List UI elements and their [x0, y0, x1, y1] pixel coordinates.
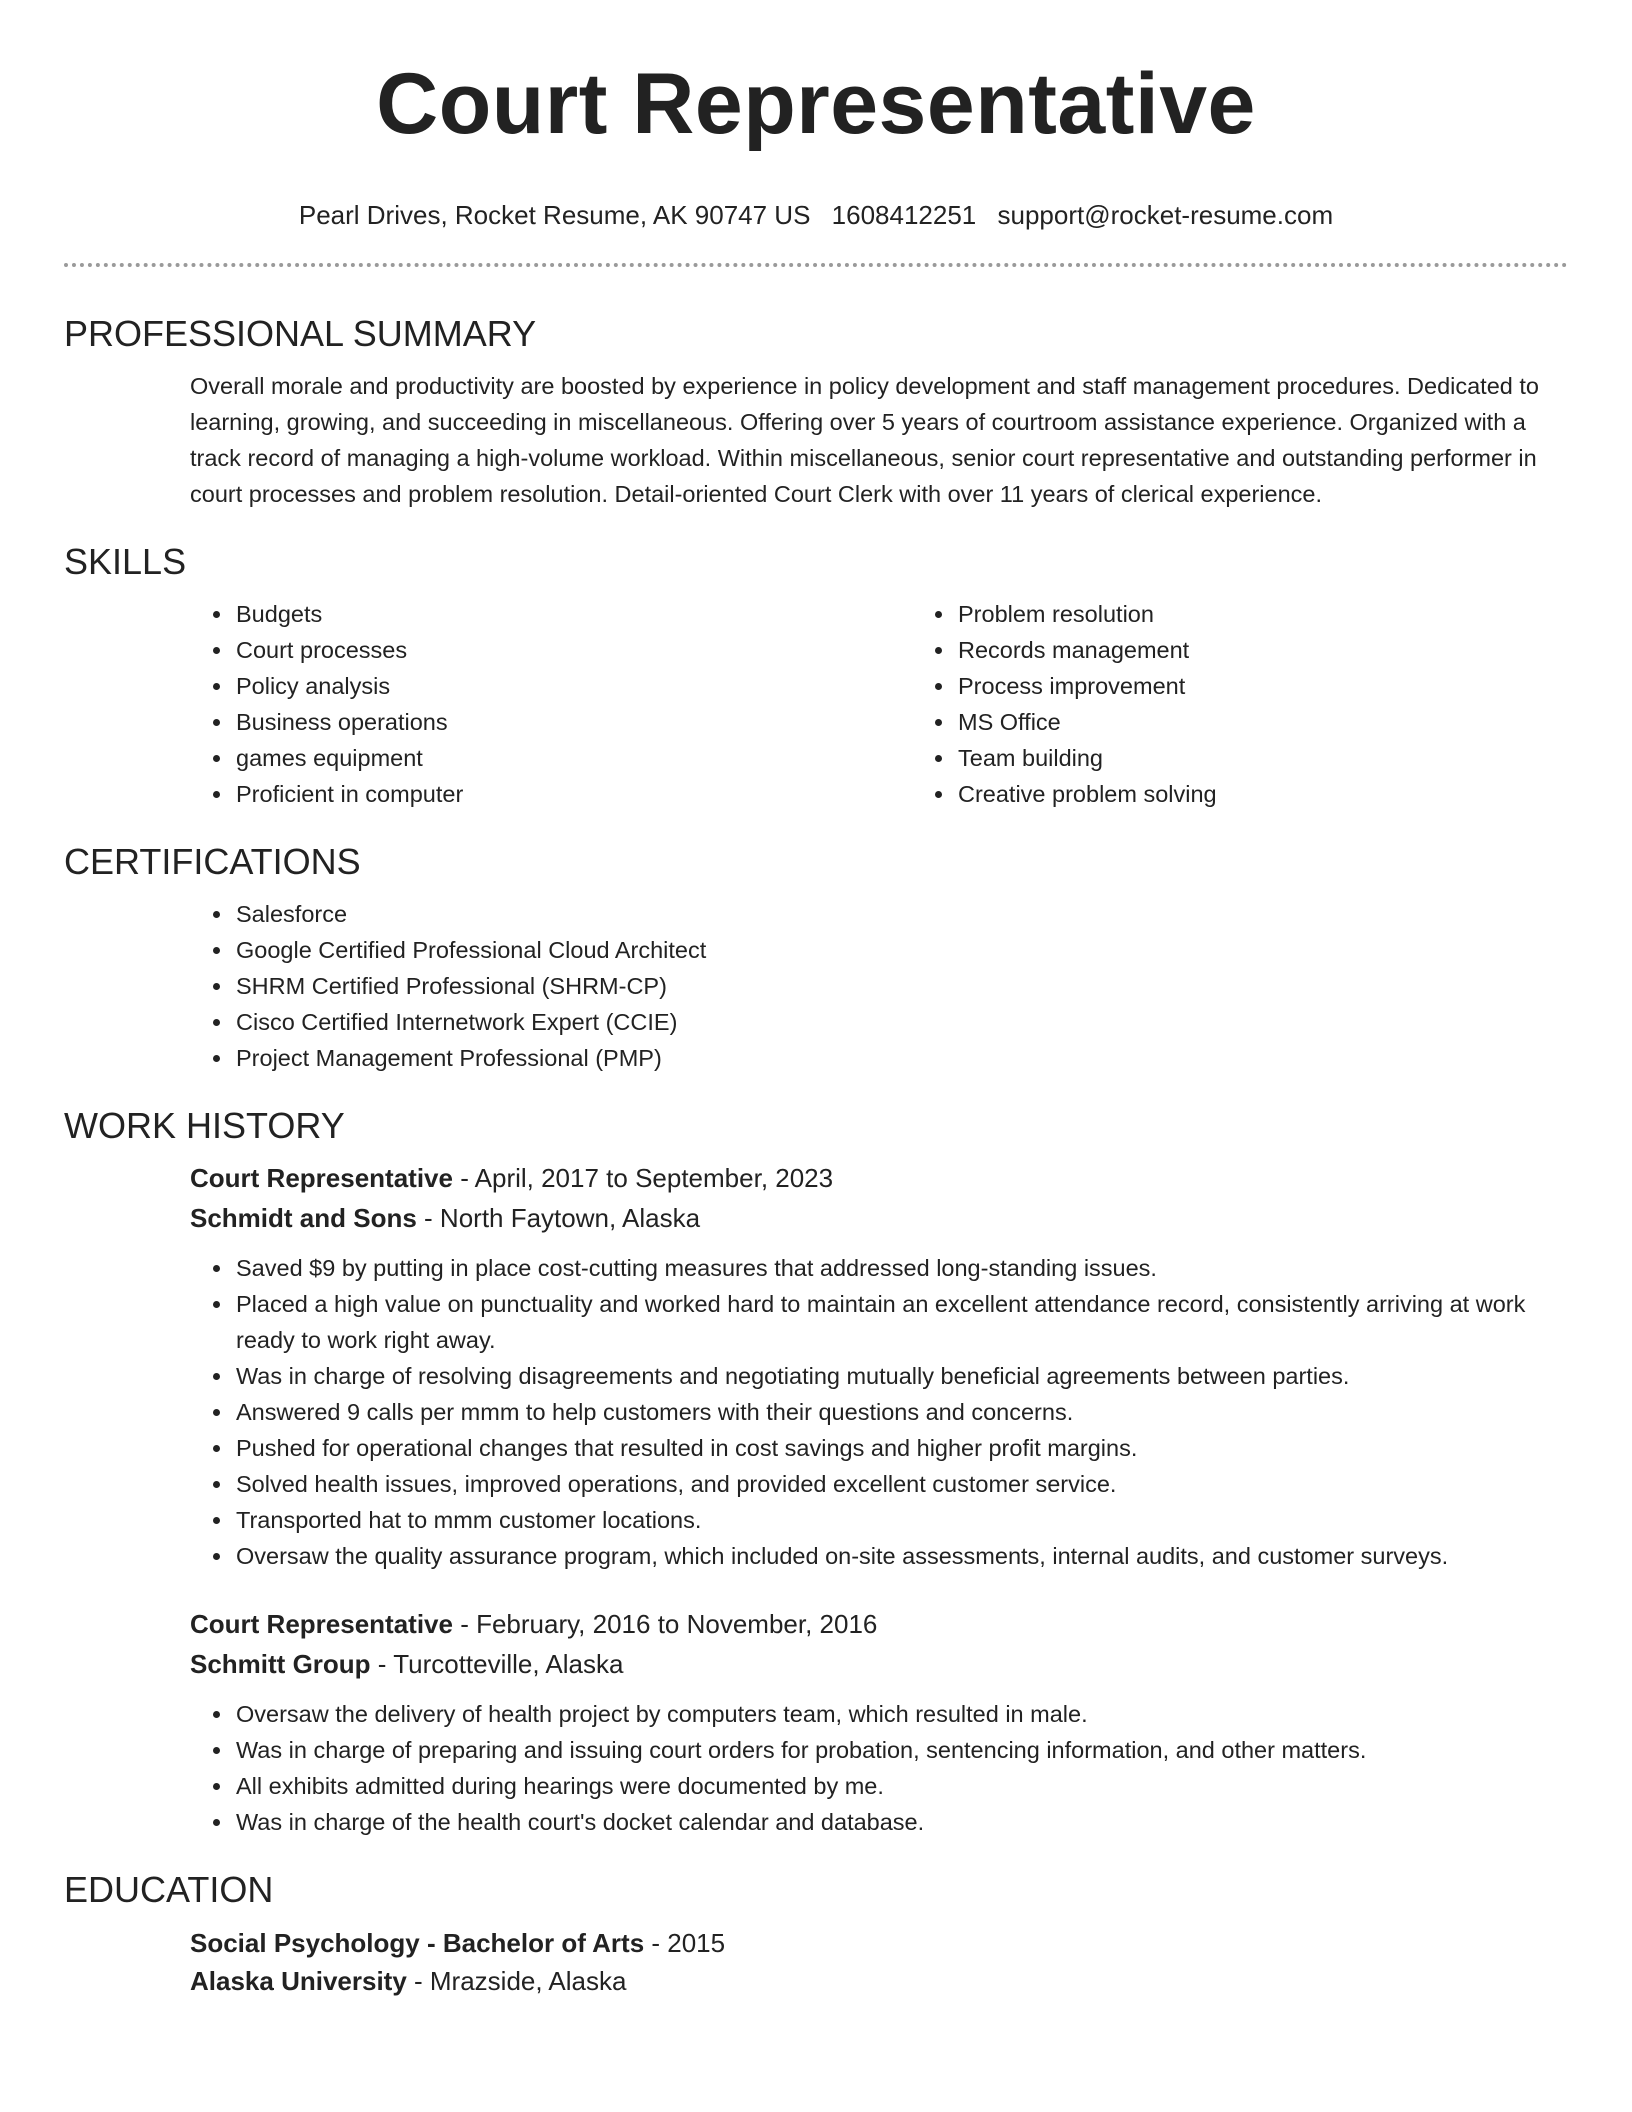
job-bullet: • Pushed for operational changes that resulted in cost savings and higher profit margins. — [234, 1430, 1568, 1466]
education-degree: Social Psychology - Bachelor of Arts — [190, 1928, 645, 1958]
skill-item: • Problem resolution — [956, 596, 1556, 632]
certification-item: • Project Management Professional (PMP) — [234, 1040, 1568, 1076]
skills-list-left — [64, 596, 914, 812]
skill-item: • Court processes — [234, 632, 914, 668]
job-location: - Turcotteville, Alaska — [370, 1649, 624, 1679]
skills-section — [64, 596, 1568, 812]
skill-item: • Process improvement — [956, 668, 1556, 704]
header-divider — [64, 263, 1568, 267]
skill-item: • Budgets — [234, 596, 914, 632]
job-company: Schmitt Group — [190, 1649, 371, 1679]
certification-item: • SHRM Certified Professional (SHRM-CP) — [234, 968, 1568, 1004]
job-dates: - February, 2016 to November, 2016 — [452, 1609, 878, 1639]
job-role: Court Representative — [190, 1163, 453, 1193]
job-company-line — [190, 1198, 1568, 1238]
contact-address: Pearl Drives, Rocket Resume, AK 90747 US — [298, 200, 811, 230]
skill-item: • Business operations — [234, 704, 914, 740]
job-company: Schmidt and Sons — [190, 1203, 417, 1233]
job-bullet: • Solved health issues, improved operations, and provided excellent customer service. — [234, 1466, 1568, 1502]
contact-email: support@rocket-resume.com — [997, 200, 1334, 230]
job-bullets — [64, 1250, 1568, 1574]
skill-item: • Policy analysis — [234, 668, 914, 704]
certification-item: • Google Certified Professional Cloud Architect — [234, 932, 1568, 968]
skills-heading: SKILLS — [64, 541, 187, 582]
job-bullet: • Placed a high value on punctuality and worked hard to maintain an excellent attendance record, consistently arriving at work ready to work right away. — [234, 1286, 1568, 1358]
job-company-line — [190, 1644, 1568, 1684]
job-bullet: • Oversaw the delivery of health project by computers team, which resulted in male. — [234, 1696, 1568, 1732]
summary-section — [64, 368, 1568, 512]
education-location: - Mrazside, Alaska — [406, 1966, 627, 1996]
job-bullet: • Saved $9 by putting in place cost-cutting measures that addressed long-standing issues. — [234, 1250, 1568, 1286]
job-role: Court Representative — [190, 1609, 453, 1639]
education-school: Alaska University — [190, 1966, 407, 1996]
job-entry — [64, 1158, 1568, 1238]
skill-item: • Records management — [956, 632, 1556, 668]
skill-item: • Proficient in computer — [234, 776, 914, 812]
skill-item: • Creative problem solving — [956, 776, 1556, 812]
certifications-list — [64, 896, 1568, 1076]
certification-item: • Cisco Certified Internetwork Expert (CCIE) — [234, 1004, 1568, 1040]
certifications-heading: CERTIFICATIONS — [64, 841, 361, 882]
skill-item: • MS Office — [956, 704, 1556, 740]
summary-text: Overall morale and productivity are boosted by experience in policy development and staff management procedures. Dedicated to learning, growing, and succeeding in miscellaneous. Offering over 5 years of courtroom assistance experience. Organized with a track record of managing a high-volume workload. Within miscellaneous, senior court representative and outstanding performer in court processes and problem resolution. Detail-oriented Court Clerk with over 11 years of clerical experience. — [190, 373, 1539, 507]
skills-list-right — [914, 596, 1556, 812]
job-bullets — [64, 1696, 1568, 1840]
job-bullet: • Oversaw the quality assurance program, which included on-site assessments, internal audits, and customer surveys. — [234, 1538, 1568, 1574]
job-title-line — [190, 1604, 1568, 1644]
work-history-heading: WORK HISTORY — [64, 1105, 345, 1146]
education-heading: EDUCATION — [64, 1869, 274, 1910]
summary-heading: PROFESSIONAL SUMMARY — [64, 313, 537, 354]
job-dates: - April, 2017 to September, 2023 — [452, 1163, 834, 1193]
contact-line — [64, 199, 1568, 231]
job-entry — [64, 1604, 1568, 1684]
skill-item: • games equipment — [234, 740, 914, 776]
job-location: - North Faytown, Alaska — [416, 1203, 701, 1233]
job-bullet: • All exhibits admitted during hearings were documented by me. — [234, 1768, 1568, 1804]
education-entry — [64, 1924, 1568, 2000]
job-bullet: • Was in charge of resolving disagreements and negotiating mutually beneficial agreements between parties. — [234, 1358, 1568, 1394]
certification-item: • Salesforce — [234, 896, 1568, 932]
job-bullet: • Transported hat to mmm customer locations. — [234, 1502, 1568, 1538]
job-bullet: • Answered 9 calls per mmm to help customers with their questions and concerns. — [234, 1394, 1568, 1430]
job-bullet: • Was in charge of the health court's docket calendar and database. — [234, 1804, 1568, 1840]
job-bullet: • Was in charge of preparing and issuing court orders for probation, sentencing information, and other matters. — [234, 1732, 1568, 1768]
education-degree-line — [190, 1924, 1568, 1962]
education-year: - 2015 — [644, 1928, 726, 1958]
job-title-line — [190, 1158, 1568, 1198]
skill-item: • Team building — [956, 740, 1556, 776]
education-school-line — [190, 1962, 1568, 2000]
candidate-name: Court Representative — [376, 56, 1256, 152]
contact-phone: 1608412251 — [831, 200, 977, 230]
